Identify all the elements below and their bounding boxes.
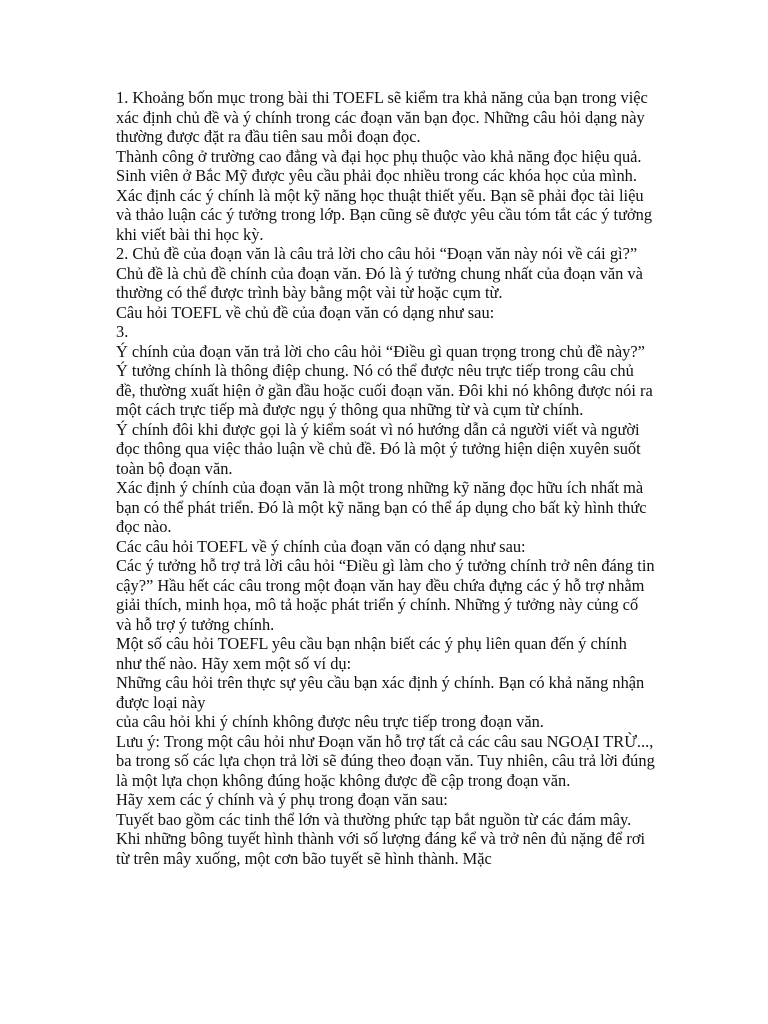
paragraph-6: Ý chính của đoạn văn trả lời cho câu hỏi “Điều gì quan trọng trong chủ đề này?” Ý tưởng chính là thông điệp chung. Nó có thể được nêu trực tiếp trong câu chủ đề, thường xuất hiện ở gần đầu hoặc cuối đoạn văn. Đôi khi nó không được nói ra một cách trực tiếp mà được ngụ ý thông qua những từ và cụm từ chính. [116, 341, 653, 419]
paragraph-4: Câu hỏi TOEFL về chủ đề của đoạn văn có dạng như sau: [116, 302, 495, 322]
paragraph-14: Lưu ý: Trong một câu hỏi như Đoạn văn hỗ trợ tất cả các câu sau NGOẠI TRỪ..., ba trong số các lựa chọn trả lời sẽ đúng theo đoạn văn. Tuy nhiên, câu trả lời đúng là một lựa chọn không đúng hoặc không được đề cập trong đoạn văn. [116, 731, 655, 790]
paragraph-5: 3. [116, 322, 129, 341]
paragraph-10: Các ý tưởng hỗ trợ trả lời câu hỏi “Điều gì làm cho ý tưởng chính trở nên đáng tin cậy?” Hầu hết các câu trong một đoạn văn hay đều chứa đựng các ý hỗ trợ nhằm giải thích, minh họa, mô tả hoặc phát triển ý chính. Những ý tưởng này củng cố và hỗ trợ ý tưởng chính. [116, 556, 655, 634]
paragraph-12: Những câu hỏi trên thực sự yêu cầu bạn xác định ý chính. Bạn có khả năng nhận được loại này [116, 673, 645, 712]
paragraph-11: Một số câu hỏi TOEFL yêu cầu bạn nhận biết các ý phụ liên quan đến ý chính như thế nào. Hãy xem một số ví dụ: [116, 634, 627, 673]
paragraph-8: Xác định ý chính của đoạn văn là một trong những kỹ năng đọc hữu ích nhất mà bạn có thể phát triển. Đó là một kỹ năng bạn có thể áp dụng cho bất kỳ hình thức đọc nào. [116, 478, 647, 536]
paragraph-9: Các câu hỏi TOEFL về ý chính của đoạn văn có dạng như sau: [116, 536, 526, 556]
paragraph-15: Hãy xem các ý chính và ý phụ trong đoạn văn sau: [116, 790, 448, 809]
paragraph-13: của câu hỏi khi ý chính không được nêu trực tiếp trong đoạn văn. [116, 712, 544, 731]
paragraph-2: Thành công ở trường cao đẳng và đại học phụ thuộc vào khả năng đọc hiệu quả. Sinh viên ở Bắc Mỹ được yêu cầu phải đọc nhiều trong các khóa học của mình. Xác định các ý chính là một kỹ năng học thuật thiết yếu. Bạn sẽ phải đọc tài liệu và thảo luận các ý tưởng trong lớp. Bạn cũng sẽ được yêu cầu tóm tắt các ý tưởng khi viết bài thi học kỳ. [116, 146, 653, 244]
paragraph-16: Tuyết bao gồm các tinh thể lớn và thường phức tạp bắt nguồn từ các đám mây. Khi những bông tuyết hình thành với số lượng đáng kể và trở nên đủ nặng để rơi từ trên mây xuống, một cơn bão tuyết sẽ hình thành. Mặc [116, 809, 646, 868]
document-page [116, 88, 656, 868]
paragraph-1: 1. Khoảng bốn mục trong bài thi TOEFL sẽ kiểm tra khả năng của bạn trong việc xác định chủ đề và ý chính trong các đoạn văn bạn đọc. Những câu hỏi dạng này thường được đặt ra đầu tiên sau mỗi đoạn đọc. [116, 88, 648, 146]
paragraph-3: 2. Chủ đề của đoạn văn là câu trả lời cho câu hỏi “Đoạn văn này nói về cái gì?” Chủ đề là chủ đề chính của đoạn văn. Đó là ý tưởng chung nhất của đoạn văn và thường có thể được trình bày bằng một vài từ hoặc cụm từ. [116, 244, 643, 302]
paragraph-7: Ý chính đôi khi được gọi là ý kiểm soát vì nó hướng dẫn cả người viết và người đọc thông qua việc thảo luận về chủ đề. Đó là một ý tưởng hiện diện xuyên suốt toàn bộ đoạn văn. [116, 419, 641, 478]
